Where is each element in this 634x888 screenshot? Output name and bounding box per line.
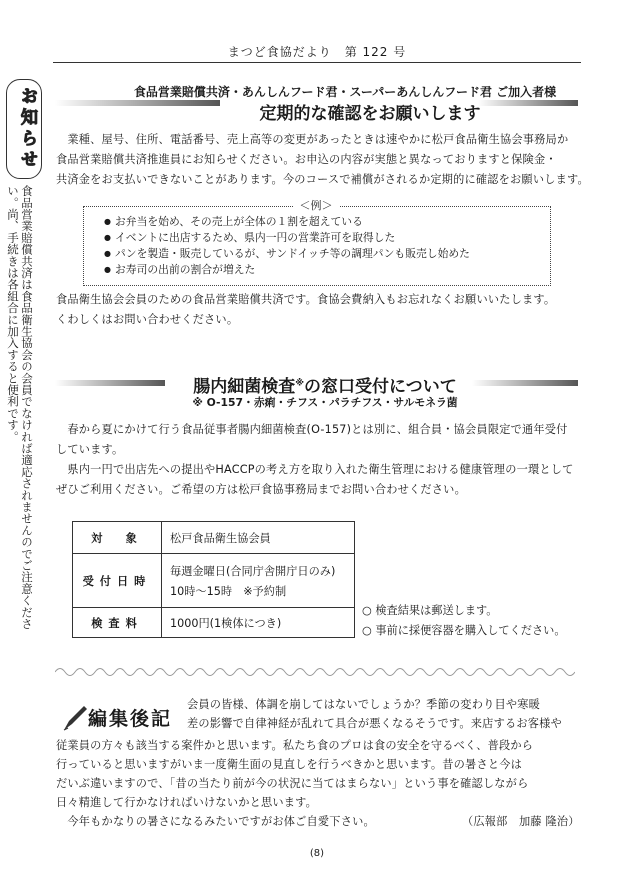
schedule-days: 毎週金曜日(合同庁舎開庁日のみ) [170, 564, 336, 578]
body-line: 春から夏にかけて行う食品従事者腸内細菌検査(O-157)とは別に、組合員・協会員限定で通年受付 [56, 423, 568, 436]
afterword-signature: （広報部 加藤 隆治） [462, 815, 580, 828]
sidebar-notice-text: 食品営業賠償共済は食品衛生協会の会員でなければ適応されませんのでご注意ください。尚、手続きは各組合に加入すると便利です。 [6, 185, 34, 630]
example-item: ● イベントに出店するため、県内一円の営業許可を取得した [104, 230, 470, 246]
afterword-line: 差の影響で自律神経が乱れて具合が悪くなるそうです。来店するお客様や [187, 717, 562, 730]
body-line: 県内一円で出店先への提出やHACCPの考え方を取り入れた衛生管理における健康管理の一環として [56, 463, 574, 476]
header-divider [53, 62, 581, 63]
afterword-line: 今年もかなりの暑さになるみたいですがお体ご自愛下さい。 [56, 815, 375, 828]
body-line: 食品衛生協会会員のための食品営業賠償共済です。食協会費納入もお忘れなくお願いいたします。 [56, 293, 556, 306]
example-list [104, 214, 470, 278]
pen-icon [60, 702, 90, 732]
target-value: 松戸食品衛生協会員 [162, 522, 355, 554]
notice-heading: お知らせ [17, 87, 37, 171]
afterword-line: 日々精進して行かなければいけないかと思います。 [56, 796, 318, 809]
afterword-title: 編集後記 [88, 708, 173, 730]
fee-label: 検査料 [73, 608, 162, 638]
body-line: 食品営業賠償共済推進員にお知らせください。お申込の内容が実態と異なっておりますと保険金・ [56, 153, 557, 166]
example-item: ● パンを製造・販売しているが、サンドイッチ等の調理パンも販売し始めた [104, 246, 470, 262]
body-line: ぜひご利用ください。ご希望の方は松戸食協事務局までお問い合わせください。 [56, 483, 466, 496]
section1-body [56, 130, 596, 190]
example-label: ＜例＞ [83, 197, 549, 213]
page-number: (8) [309, 848, 325, 859]
target-label: 対 象 [73, 522, 162, 554]
note-item: ○ 事前に採便容器を購入してください。 [362, 624, 566, 637]
schedule-label: 受付日時 [73, 554, 162, 608]
section1-title: 定期的な確認をお願いします [259, 104, 481, 124]
body-line: 共済金をお支払いできないことがあります。今のコースで補償がされるか定期的に確認をお願いします。 [56, 173, 589, 186]
section1-subtitle: 食品営業賠償共済・あんしんフード君・スーパーあんしんフード君 ご加入者様 [133, 85, 557, 99]
example-item: ● お寿司の出前の割合が増えた [104, 262, 470, 278]
fee-value: 1000円(1検体につき) [162, 608, 355, 638]
afterword-line: 行っていると思いますがいま一度衛生面の見直しを行うべきかと思います。昔の暑さと今は [56, 758, 522, 771]
body-line: くわしくはお問い合わせください。 [56, 313, 239, 326]
body-line: 業種、屋号、住所、電話番号、売上高等の変更があったときは速やかに松戸食品衛生協会事務局か [56, 133, 569, 146]
section2-decor-bar-left [55, 380, 165, 386]
inspection-notes [362, 601, 566, 641]
newsletter-title: まつど食協だより 第 122 号 [227, 45, 407, 59]
section2-body [56, 420, 596, 500]
afterword-line: 会員の皆様、体調を崩してはないでしょうか？季節の変わり目や寒暖 [187, 698, 541, 711]
section1-footer-text [56, 290, 596, 330]
section2-subtitle: ※ O-157・赤痢・チフス・パラチフス・サルモネラ菌 [192, 396, 458, 409]
schedule-hours: 10時〜15時 ※予約制 [170, 584, 287, 598]
note-item: ○ 検査結果は郵送します。 [362, 604, 498, 617]
schedule-value [162, 554, 355, 608]
example-item: ● お弁当を始め、その売上が全体の１割を超えている [104, 214, 470, 230]
section2-title: 腸内細菌検査※の窓口受付について [193, 377, 457, 397]
afterword-line: 従業員の方々も該当する案件かと思います。私たち食のプロは食の安全を守るべく、普段から [56, 739, 534, 752]
inspection-info-table [72, 521, 355, 638]
afterword-line: だいぶ違いますので、「昔の当たり前が今の状況に当てはまらない」という事を確認しながら [56, 777, 529, 790]
section1-decor-bar-left [55, 100, 220, 106]
body-line: しています。 [56, 443, 124, 456]
wavy-divider [55, 665, 575, 679]
